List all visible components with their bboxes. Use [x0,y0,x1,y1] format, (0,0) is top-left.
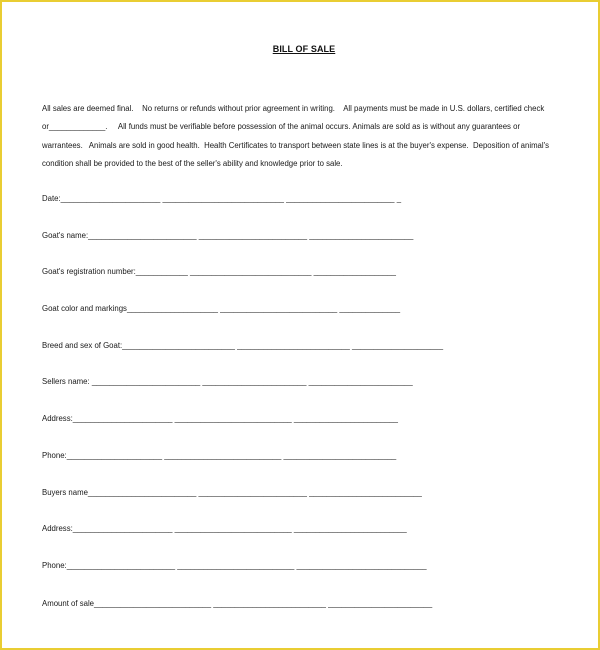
buyer-phone-field: Phone:_________________________ ___________________________ ______________________________ [42,561,427,570]
terms-line: warrantees. Animals are sold in good health. Health Certificates to transport between state lines is at the buyer's expense. Deposition of animal's [42,140,550,150]
goat-color-markings-field: Goat color and markings_____________________ ___________________________ ______________ [42,304,401,313]
terms-line: or_____________. All funds must be verifiable before possession of the animal occurs. Animals are sold as is without any guarantees or [42,122,521,132]
buyer-address-field: Address:_______________________ ___________________________ __________________________ [42,524,407,533]
terms-line: condition shall be provided to the best of the seller's ability and knowledge prior to sale. [42,158,343,168]
terms-line: All sales are deemed final. No returns or refunds without prior agreement in writing. All payments must be made in U.S. dollars, certified check [42,104,545,113]
buyers-name-field: Buyers name_________________________ _________________________ __________________________ [42,488,422,497]
sellers-name-field: Sellers name: _________________________ ________________________ ________________________ [42,377,413,386]
goat-registration-field: Goat's registration number:____________ ____________________________ ___________________ [42,267,396,276]
goat-name-field: Goat's name:_________________________ _________________________ ________________________ [42,231,414,240]
seller-phone-field: Phone:______________________ ___________________________ __________________________ [42,451,397,460]
seller-address-field: Address:_______________________ ___________________________ ________________________ [42,414,398,423]
document-title: BILL OF SALE [272,44,336,54]
date-field: Date:_______________________ ____________________________ _________________________ _ [42,194,402,203]
terms-paragraph [42,100,572,173]
amount-of-sale-field: Amount of sale___________________________ __________________________ ________________________ [42,599,433,608]
breed-sex-field: Breed and sex of Goat:__________________________ __________________________ _____________________ [42,341,444,350]
